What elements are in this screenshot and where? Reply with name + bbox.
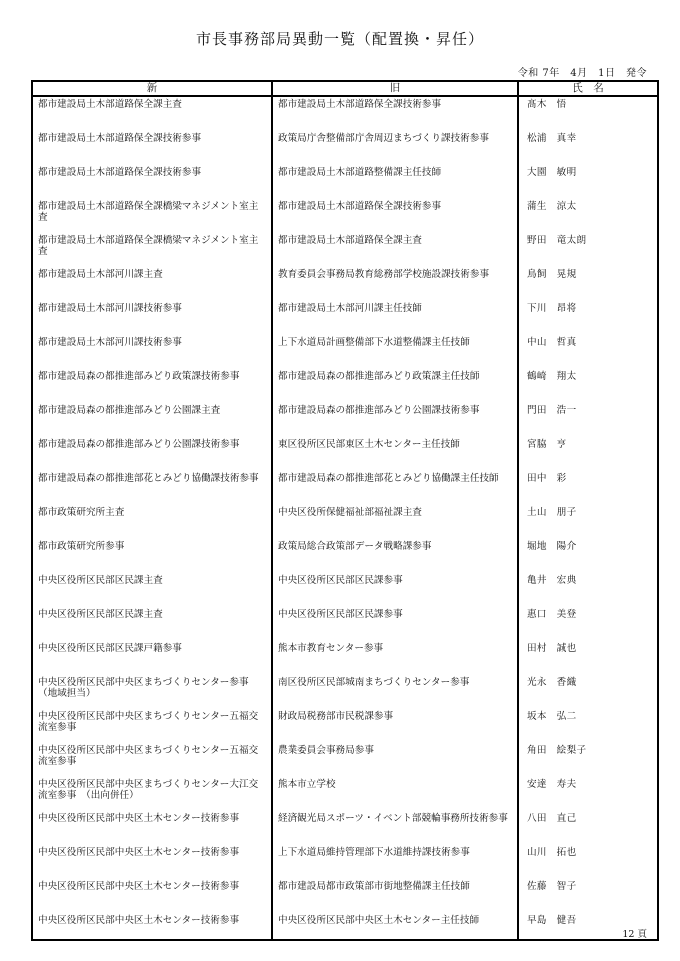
table-row [32,505,658,539]
table-row [32,301,658,335]
old-position-cell: 熊本市教育センター参事 [272,641,518,675]
person-name-cell: 髙木 悟 [527,99,567,110]
table-row [32,96,658,131]
old-position-cell: 熊本市立学校 [272,777,518,811]
header-old: 旧 [272,81,518,96]
table-row [32,777,658,811]
table-row [32,437,658,471]
old-position-cell: 教育委員会事務局教育総務部学校施設課技術参事 [272,267,518,301]
old-position-cell: 都市建設局土木部道路整備課主任技師 [272,165,518,199]
old-position-cell: 農業委員会事務局参事 [272,743,518,777]
new-position-cell: 中央区役所区民部中央区土木センター技術参事 [32,913,272,940]
new-position-cell: 都市政策研究所参事 [32,539,272,573]
old-position-cell: 南区役所区民部城南まちづくりセンター参事 [272,675,518,709]
new-position-cell: 中央区役所区民部中央区土木センター技術参事 [32,811,272,845]
old-position-cell: 都市建設局森の都推進部花とみどり協働課主任技師 [272,471,518,505]
table-row [32,539,658,573]
old-position-cell: 都市建設局森の都推進部みどり公園課技術参事 [272,403,518,437]
person-name-cell: 光永 香織 [527,677,577,688]
old-position-cell: 都市建設局都市政策部市街地整備課主任技師 [272,879,518,913]
person-name-cell: 門田 浩一 [527,405,577,416]
old-position-cell: 中央区役所区民部区民課参事 [272,573,518,607]
header-name: 氏 名 [518,81,658,96]
person-name-cell: 田村 誠也 [527,643,577,654]
table-row [32,165,658,199]
old-position-cell: 中央区役所区民部区民課参事 [272,607,518,641]
new-position-cell: 中央区役所区民部区民課主査 [32,607,272,641]
table-row [32,709,658,743]
old-position-cell: 都市建設局土木部河川課主任技師 [272,301,518,335]
person-name-cell: 安達 寿夫 [527,779,577,790]
personnel-table [31,80,659,941]
person-name-cell: 田中 彩 [527,473,567,484]
person-name-cell: 亀井 宏典 [527,575,577,586]
table-row [32,335,658,369]
old-position-cell: 中央区役所区民部中央区土木センター主任技師 [272,913,518,940]
person-name-cell: 蒲生 涼太 [527,201,577,212]
new-position-cell: 中央区役所区民部区民課主査 [32,573,272,607]
new-position-cell: 中央区役所区民部中央区まちづくりセンター参事 （地域担当） [32,675,272,709]
old-position-cell: 政策局庁舎整備部庁舎周辺まちづくり課技術参事 [272,131,518,165]
old-position-cell: 東区役所区民部東区土木センター主任技師 [272,437,518,471]
table-row [32,879,658,913]
person-name-cell: 坂本 弘二 [527,711,577,722]
table-row [32,607,658,641]
old-position-cell: 都市建設局土木部道路保全課技術参事 [272,199,518,233]
person-name-cell: 鳥飼 晃規 [527,269,577,280]
old-position-cell: 財政局税務部市民税課参事 [272,709,518,743]
person-name-cell: 土山 朋子 [527,507,577,518]
table-row [32,675,658,709]
new-position-cell: 都市建設局土木部河川課技術参事 [32,335,272,369]
table-row [32,845,658,879]
new-position-cell: 都市建設局土木部道路保全課橋梁マネジメント室主査 [32,199,272,233]
old-position-cell: 都市建設局土木部道路保全課技術参事 [272,96,518,131]
person-name-cell: 中山 哲真 [527,337,577,348]
person-name-cell: 野田 竜太朗 [527,235,587,246]
table-row [32,471,658,505]
person-name-cell: 山川 拓也 [527,847,577,858]
table-row [32,573,658,607]
new-position-cell: 都市建設局森の都推進部みどり政策課技術参事 [32,369,272,403]
new-position-cell: 中央区役所区民部中央区土木センター技術参事 [32,845,272,879]
table-row [32,131,658,165]
page-number: 12 頁 [622,929,647,940]
person-name-cell: 松浦 真幸 [527,133,577,144]
person-name-cell: 宮脇 亨 [527,439,567,450]
old-position-cell: 政策局総合政策部データ戦略課参事 [272,539,518,573]
table-row [32,199,658,233]
person-name-cell: 鶴崎 翔太 [527,371,577,382]
table-row [32,743,658,777]
old-position-cell: 中央区役所保健福祉部福祉課主査 [272,505,518,539]
old-position-cell: 上下水道局計画整備部下水道整備課主任技師 [272,335,518,369]
person-name-cell: 惠口 美登 [527,609,577,620]
table-header-row [32,81,658,96]
new-position-cell: 中央区役所区民部中央区まちづくりセンター五福交流室参事 [32,743,272,777]
person-name-cell: 佐藤 智子 [527,881,577,892]
new-position-cell: 都市政策研究所主査 [32,505,272,539]
header-new: 新 [32,81,272,96]
old-position-cell: 都市建設局土木部道路保全課主査 [272,233,518,267]
table-row [32,641,658,675]
new-position-cell: 都市建設局土木部河川課技術参事 [32,301,272,335]
new-position-cell: 都市建設局森の都推進部花とみどり協働課技術参事 [32,471,272,505]
person-name-cell: 角田 絵梨子 [527,745,587,756]
person-name-cell: 堀地 陽介 [527,541,577,552]
new-position-cell: 都市建設局森の都推進部みどり公園課主査 [32,403,272,437]
person-name-cell: 大園 敏明 [527,167,577,178]
new-position-cell: 都市建設局土木部道路保全課技術参事 [32,165,272,199]
table-row [32,913,658,940]
person-name-cell: 八田 直己 [527,813,577,824]
old-position-cell: 都市建設局森の都推進部みどり政策課主任技師 [272,369,518,403]
new-position-cell: 都市建設局土木部道路保全課主査 [32,96,272,131]
new-position-cell: 都市建設局土木部道路保全課橋梁マネジメント室主査 [32,233,272,267]
new-position-cell: 中央区役所区民部区民課戸籍参事 [32,641,272,675]
table-row [32,811,658,845]
table-row [32,369,658,403]
table-row [32,233,658,267]
document-title: 市長事務部局異動一覧（配置換・昇任） [195,30,484,48]
old-position-cell: 上下水道局維持管理部下水道維持課技術参事 [272,845,518,879]
new-position-cell: 中央区役所区民部中央区まちづくりセンター五福交流室参事 [32,709,272,743]
new-position-cell: 都市建設局土木部河川課主査 [32,267,272,301]
new-position-cell: 中央区役所区民部中央区土木センター技術参事 [32,879,272,913]
person-name-cell: 早島 健吾 [527,915,577,926]
person-name-cell: 下川 昂将 [527,303,577,314]
issue-date: 令和 7年 4月 1日 発令 [517,68,647,79]
new-position-cell: 都市建設局土木部道路保全課技術参事 [32,131,272,165]
new-position-cell: 中央区役所区民部中央区まちづくりセンター大江交流室参事 （出向併任） [32,777,272,811]
table-row [32,267,658,301]
new-position-cell: 都市建設局森の都推進部みどり公園課技術参事 [32,437,272,471]
old-position-cell: 経済観光局スポーツ・イベント部競輪事務所技術参事 [272,811,518,845]
table-row [32,403,658,437]
